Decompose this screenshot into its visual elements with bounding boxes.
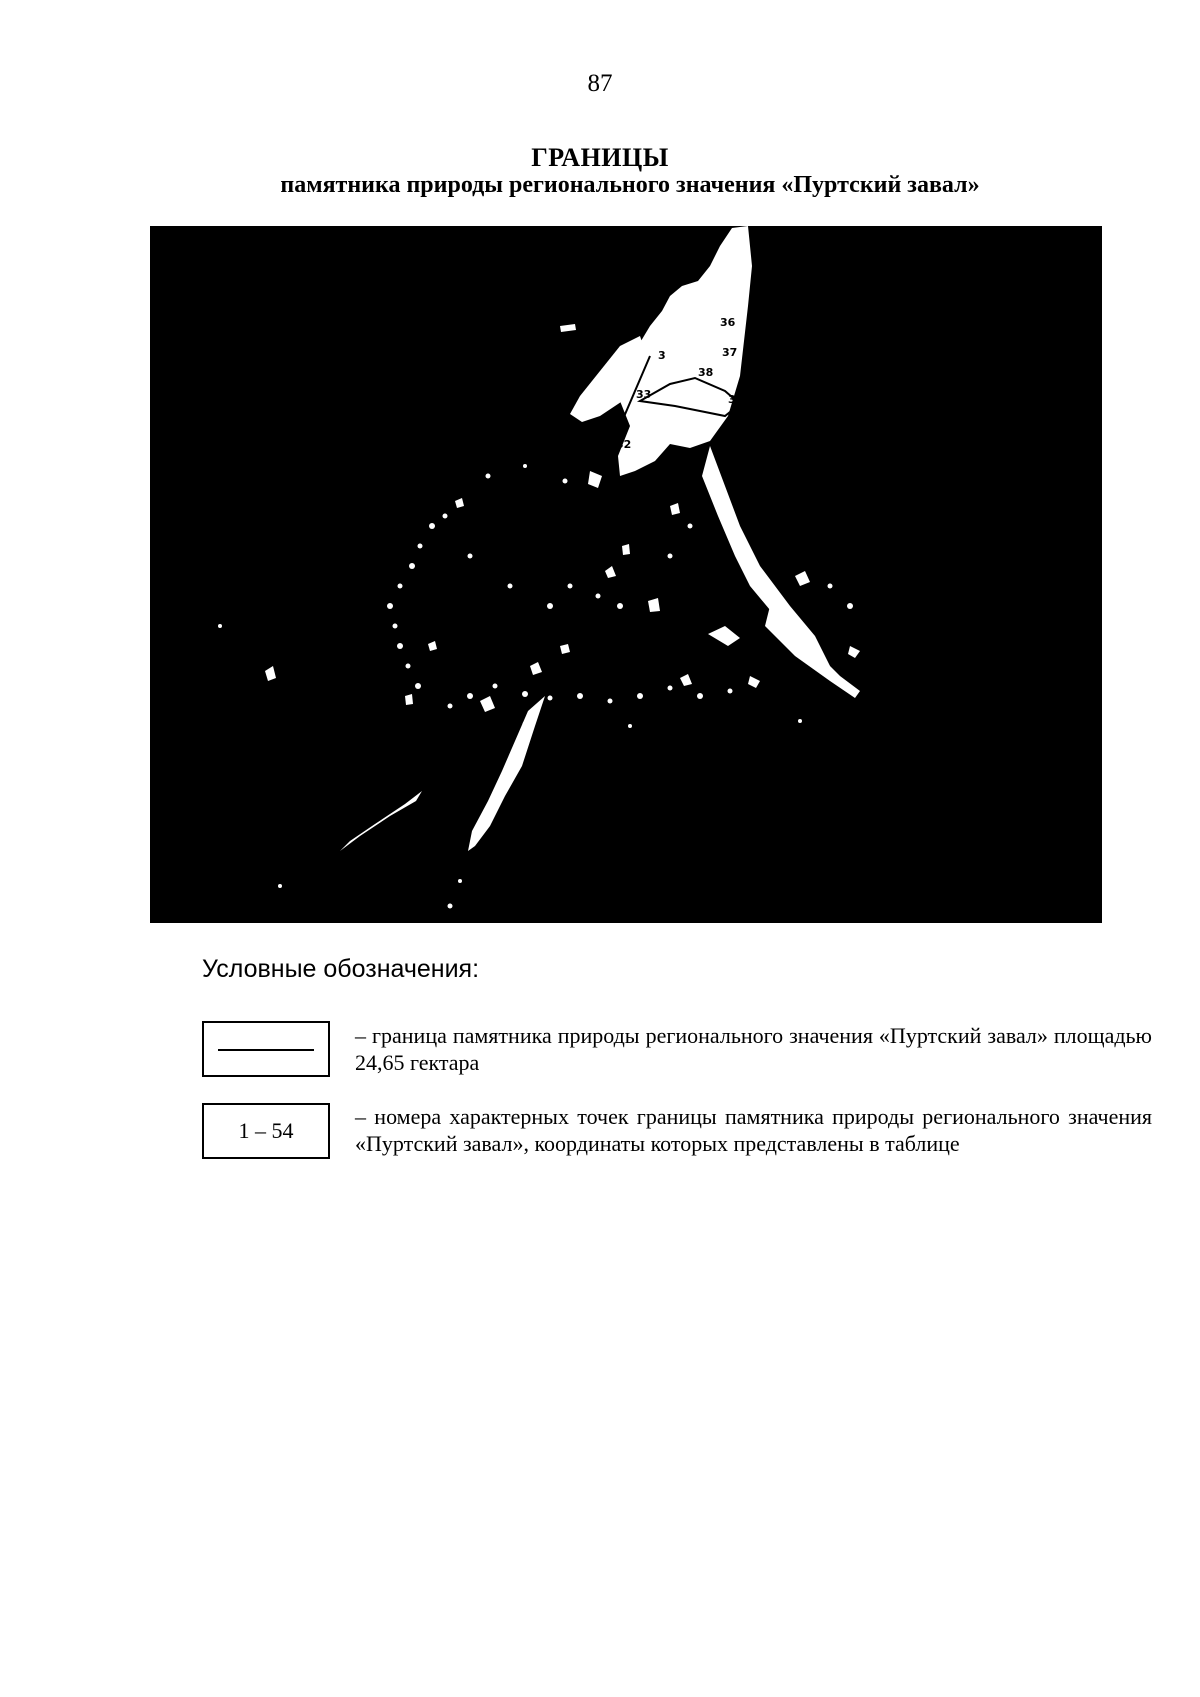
terrain-dot bbox=[397, 643, 403, 649]
boundary-map-image bbox=[150, 226, 1102, 923]
terrain-dot bbox=[847, 603, 853, 609]
terrain-dot bbox=[688, 524, 693, 529]
terrain-dot bbox=[418, 544, 423, 549]
terrain-dot bbox=[668, 554, 673, 559]
legend-boundary-description: – граница памятника природы регионального значения «Пуртский завал» площадью 24,65 гектара bbox=[355, 1023, 1152, 1075]
terrain-dot bbox=[728, 689, 733, 694]
terrain-dot bbox=[393, 624, 398, 629]
terrain-dot bbox=[409, 563, 415, 569]
terrain-dot bbox=[398, 584, 403, 589]
terrain-dot bbox=[486, 474, 491, 479]
terrain-dot bbox=[563, 479, 568, 484]
legend-boundary-symbol bbox=[202, 1021, 330, 1077]
terrain-dot bbox=[522, 691, 528, 697]
terrain-dot bbox=[458, 879, 462, 883]
terrain-dot bbox=[727, 533, 733, 539]
terrain-dot bbox=[697, 693, 703, 699]
page-number: 87 bbox=[587, 70, 613, 97]
point-label: 32 bbox=[616, 438, 632, 451]
terrain-dot bbox=[406, 664, 411, 669]
terrain-dot bbox=[387, 603, 393, 609]
point-label: 37 bbox=[722, 346, 738, 359]
terrain-dot bbox=[218, 624, 222, 628]
terrain-dot bbox=[429, 523, 435, 529]
terrain-dot bbox=[548, 696, 553, 701]
terrain-dot bbox=[508, 584, 513, 589]
terrain-dot bbox=[668, 686, 673, 691]
legend-points-description: – номера характерных точек границы памятника природы регионального значения «Пуртский завал», координаты которых представлены в таблице bbox=[355, 1104, 1152, 1156]
terrain-dot bbox=[278, 884, 282, 888]
map-background bbox=[150, 226, 1102, 923]
point-label: 3 bbox=[658, 349, 666, 362]
terrain-dot bbox=[448, 704, 453, 709]
terrain-dot bbox=[748, 554, 753, 559]
terrain-dot bbox=[637, 693, 643, 699]
document-title: ГРАНИЦЫ bbox=[531, 143, 669, 172]
boundary-map bbox=[150, 226, 1102, 923]
point-label: 38 bbox=[698, 366, 714, 379]
legend-line-sample bbox=[218, 1049, 314, 1051]
terrain-dot bbox=[443, 514, 448, 519]
terrain-dot bbox=[628, 724, 632, 728]
terrain-dot bbox=[467, 693, 473, 699]
terrain-dot bbox=[828, 584, 833, 589]
terrain-dot bbox=[577, 693, 583, 699]
terrain-dot bbox=[468, 554, 473, 559]
terrain-dot bbox=[617, 603, 623, 609]
terrain-dot bbox=[568, 584, 573, 589]
terrain-dot bbox=[523, 722, 528, 727]
point-label: 39 bbox=[728, 393, 744, 406]
document-subtitle bbox=[0, 172, 1200, 199]
terrain-dot bbox=[523, 464, 527, 468]
point-label: 33 bbox=[636, 388, 652, 401]
point-label: 36 bbox=[720, 316, 736, 329]
document-subtitle-text: памятника природы регионального значения «Пуртский завал» bbox=[280, 172, 980, 198]
terrain-dot bbox=[608, 699, 613, 704]
legend-points-symbol: 1 – 54 bbox=[202, 1103, 330, 1159]
terrain-dot bbox=[596, 594, 601, 599]
legend-heading: Условные обозначения: bbox=[202, 955, 480, 983]
terrain-dot bbox=[547, 603, 553, 609]
terrain-dot bbox=[798, 719, 802, 723]
terrain-dot bbox=[448, 904, 453, 909]
terrain-dot bbox=[415, 683, 421, 689]
terrain-dot bbox=[493, 684, 498, 689]
